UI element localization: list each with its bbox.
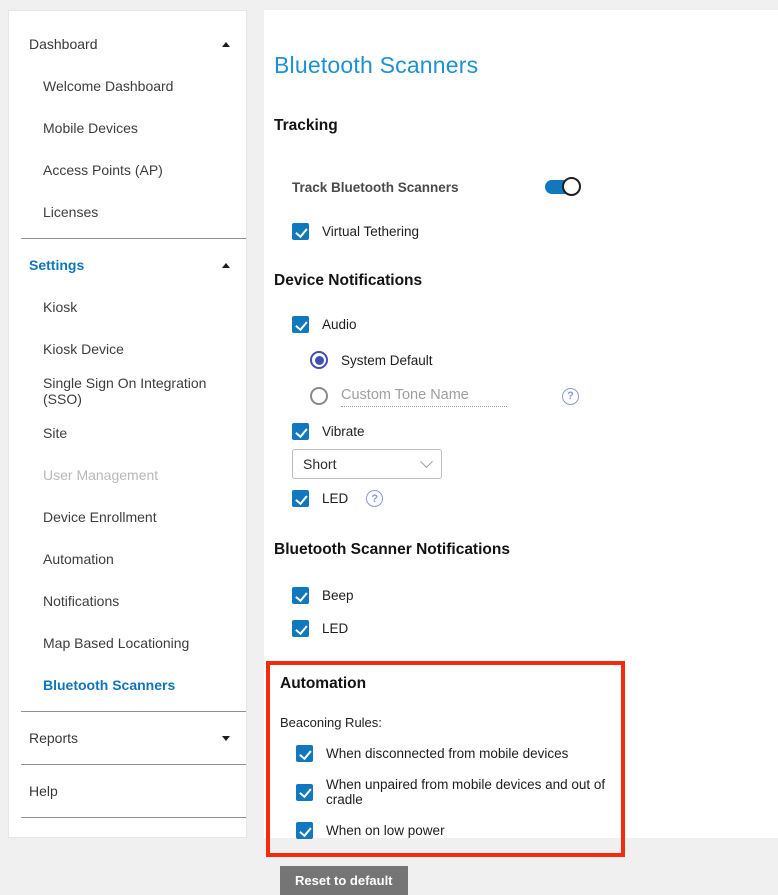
sidebar-item-map-based-locationing[interactable]	[9, 622, 246, 664]
audio-label: Audio	[322, 317, 357, 332]
sidebar-item-welcome-dashboard[interactable]	[9, 65, 246, 107]
track-bluetooth-scanners-toggle[interactable]	[545, 177, 581, 197]
vibrate-duration-value: Short	[303, 456, 337, 472]
sidebar-item-reports[interactable]	[9, 717, 246, 759]
sidebar-divider	[21, 764, 246, 765]
sidebar-item-site[interactable]	[9, 412, 246, 454]
sidebar-item-label: Dashboard	[29, 36, 98, 52]
sidebar-item-label: Site	[43, 425, 68, 441]
audio-checkbox[interactable]	[292, 316, 309, 333]
sidebar-item-label: Single Sign On Integration (SSO)	[43, 375, 207, 407]
sidebar-item-licenses[interactable]	[9, 191, 246, 233]
scanner-notifications-heading: Bluetooth Scanner Notifications	[274, 541, 510, 558]
sidebar-item-label: Reports	[29, 730, 79, 746]
sidebar-item-label: Notifications	[43, 593, 120, 609]
sidebar-item-help[interactable]	[9, 770, 246, 812]
rule-disconnected-row	[280, 745, 621, 762]
sidebar-item-device-enrollment[interactable]	[9, 496, 246, 538]
sidebar-divider	[21, 238, 246, 239]
device-notifications-heading: Device Notifications	[274, 272, 423, 289]
sidebar-item-user-management	[9, 454, 246, 496]
led-label: LED	[322, 491, 349, 506]
main-content	[264, 10, 778, 888]
beaconing-rules-label: Beaconing Rules:	[280, 715, 382, 730]
sidebar-item-kiosk[interactable]	[9, 286, 246, 328]
led-row	[274, 490, 778, 507]
automation-highlight-box	[266, 661, 625, 857]
automation-heading: Automation	[280, 675, 367, 692]
sidebar-item-label: Mobile Devices	[43, 120, 138, 136]
sidebar-item-sso[interactable]	[9, 370, 246, 412]
sidebar-item-automation[interactable]	[9, 538, 246, 580]
system-default-radio[interactable]	[310, 351, 328, 369]
chevron-down-icon	[222, 736, 230, 741]
sidebar-item-label: Automation	[43, 551, 114, 567]
sidebar-item-mobile-devices[interactable]	[9, 107, 246, 149]
vibrate-duration-dropdown[interactable]	[292, 449, 442, 479]
sidebar-item-dashboard[interactable]	[9, 23, 246, 65]
rule-disconnected-label: When disconnected from mobile devices	[326, 746, 569, 761]
sidebar-item-label: Licenses	[43, 204, 99, 220]
sidebar-item-label: Map Based Locationing	[43, 635, 190, 651]
sidebar-item-label: Welcome Dashboard	[43, 78, 174, 94]
sidebar-item-label: User Management	[43, 467, 159, 483]
beep-label: Beep	[322, 588, 354, 603]
sidebar-item-label: Device Enrollment	[43, 509, 157, 525]
led-checkbox[interactable]	[292, 490, 309, 507]
track-bluetooth-scanners-row	[274, 177, 778, 197]
sidebar-item-label: Bluetooth Scanners	[43, 677, 176, 693]
vibrate-row	[274, 423, 778, 440]
sidebar-item-settings[interactable]	[9, 244, 246, 286]
reset-to-default-button[interactable]: Reset to default	[280, 866, 408, 895]
page-title: Bluetooth Scanners	[274, 52, 479, 78]
vibrate-checkbox[interactable]	[292, 423, 309, 440]
sidebar-item-label: Access Points (AP)	[43, 162, 163, 178]
sidebar-item-access-points[interactable]	[9, 149, 246, 191]
system-default-label: System Default	[341, 352, 433, 368]
sidebar-item-label: Kiosk Device	[43, 341, 124, 357]
system-default-row	[274, 351, 778, 369]
custom-tone-radio[interactable]	[310, 387, 328, 405]
rule-low-power-label: When on low power	[326, 823, 445, 838]
virtual-tethering-checkbox[interactable]	[292, 223, 309, 240]
sidebar-item-kiosk-device[interactable]	[9, 328, 246, 370]
rule-unpaired-row	[280, 777, 621, 807]
chevron-up-icon	[222, 42, 230, 47]
chevron-up-icon	[222, 263, 230, 268]
sidebar-item-label: Help	[29, 783, 58, 799]
chevron-down-icon	[420, 455, 433, 468]
sidebar	[8, 10, 247, 838]
custom-tone-row	[274, 385, 778, 407]
track-bluetooth-scanners-label: Track Bluetooth Scanners	[292, 179, 459, 195]
beep-checkbox[interactable]	[292, 587, 309, 604]
tracking-heading: Tracking	[274, 117, 338, 134]
rule-low-power-row	[280, 822, 621, 839]
vibrate-label: Vibrate	[322, 424, 365, 439]
rule-disconnected-checkbox[interactable]	[296, 745, 313, 762]
sidebar-divider	[21, 817, 246, 818]
sidebar-item-notifications[interactable]	[9, 580, 246, 622]
scanner-led-checkbox[interactable]	[292, 620, 309, 637]
custom-tone-input[interactable]	[341, 385, 507, 407]
audio-row	[274, 316, 778, 333]
sidebar-item-bluetooth-scanners[interactable]	[9, 664, 246, 706]
scanner-led-row	[274, 620, 778, 637]
beep-row	[274, 587, 778, 604]
sidebar-item-label: Kiosk	[43, 299, 78, 315]
scanner-led-label: LED	[322, 621, 349, 636]
sidebar-item-label: Settings	[29, 257, 85, 273]
rule-low-power-checkbox[interactable]	[296, 822, 313, 839]
help-icon[interactable]: ?	[562, 388, 579, 405]
virtual-tethering-label: Virtual Tethering	[322, 224, 420, 239]
toggle-knob	[562, 177, 581, 196]
sidebar-divider	[21, 711, 246, 712]
help-icon[interactable]: ?	[366, 490, 383, 507]
rule-unpaired-checkbox[interactable]	[296, 784, 313, 801]
rule-unpaired-label: When unpaired from mobile devices and out of cradle	[326, 777, 606, 807]
virtual-tethering-row	[274, 223, 778, 240]
